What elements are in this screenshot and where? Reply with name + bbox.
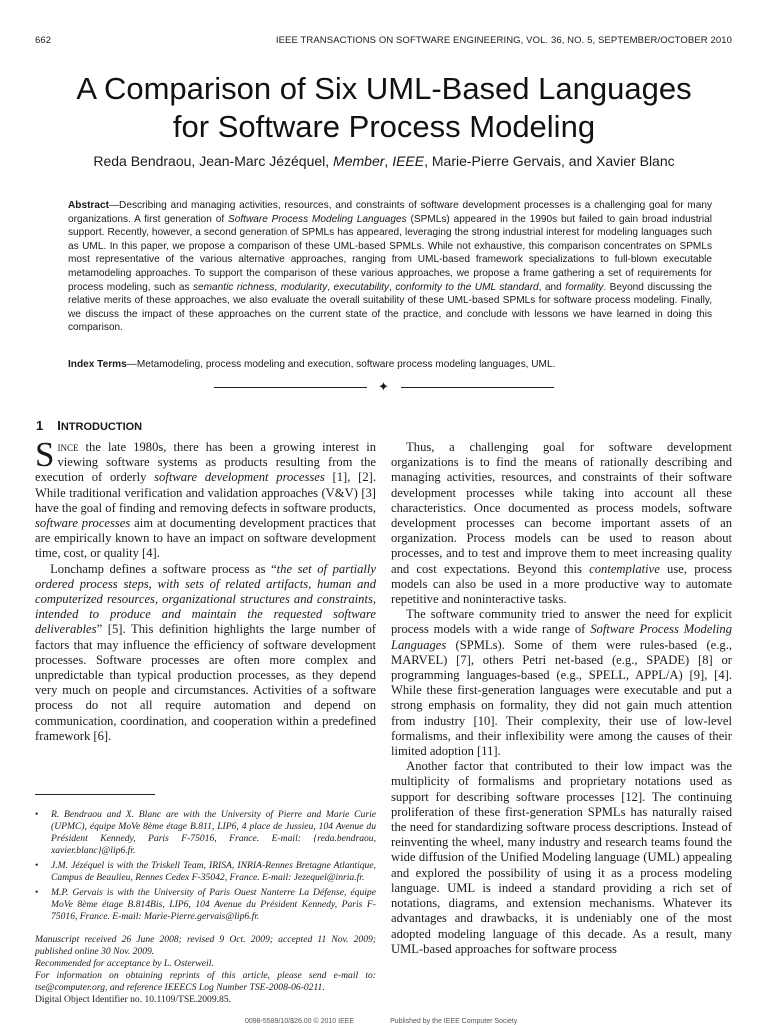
title-line-2: for Software Process Modeling bbox=[172, 109, 596, 144]
bullet-icon: • bbox=[35, 887, 39, 898]
body-text: Thus, a challenging goal for software development organizations is to find the means of rationally describing and managing activities, resources, and constraints of their software development processes while taking into account all these characteristics. Once documented as process models, software development processes can become important assets of an organization. Process models can be used to reason about processes, and to test and improve them to meet increasing quality and cost expectations. Beyond this bbox=[391, 440, 732, 576]
paragraph: Another factor that contributed to their low impact was the multiplicity of formalisms and proprietary notations used as support for describing software processes [12]. The continuing proliferation of these first-generation SPMLs has naturally raised the need for standardizing software process descriptions. Instead of reinventing the wheel, many industry and research teams found the wide diffusion of the Unified Modeling language (UML) appealing and explored the possibility of using it as a process modeling language. UML is indeed a standard providing a rich set of notations, diagrams, and extension mechanisms. Whatever its advantages and drawbacks, it is undeniably one of the most adopted modeling language of this decade. As a result, many UML-based approaches for software process bbox=[391, 759, 732, 956]
affiliation-footnotes bbox=[35, 809, 376, 926]
section-divider bbox=[214, 381, 554, 395]
body-text: use, process models can also be used in a more productive way to automate repetitive and noninteractive tasks. bbox=[391, 561, 732, 607]
body-emphasis: contemplative bbox=[589, 561, 660, 576]
abstract-emphasis: formality bbox=[565, 281, 604, 293]
body-emphasis: the set of partially ordered process steps, with sets of related artifacts, human and computerized resources, organizational structures and constraints, intended to produce and maintain the requested software deliverables bbox=[35, 561, 376, 637]
paragraph bbox=[35, 435, 377, 562]
body-text: The software community tried to answer the need for explicit process models with a wide range of bbox=[391, 607, 732, 637]
abstract-label: Abstract bbox=[68, 200, 109, 211]
journal-name: IEEE TRANSACTIONS ON SOFTWARE ENGINEERING, VOL. 36, NO. 5, SEPTEMBER/OCTOBER 2010 bbox=[275, 35, 732, 46]
paper-title bbox=[20, 70, 748, 146]
abstract-text: , bbox=[389, 281, 396, 293]
drop-cap: S bbox=[35, 435, 55, 474]
abstract-text: (SPMLs) appeared in the 1990s but failed to gain broad industrial support. Recently, however, a second generation of SPMLs has appeared, leveraging the strong industrial interest for modeling languages such as UML. In this paper, we propose a comparison of these UML-based SPMLs. While not exhaustive, this comparison concentrates on SPMLs most representative of the various alternative approaches, ranging from UML-based framework specializations to full-blown executable metamodeling approaches. To support the comparison of these various approaches, we propose a frame gathering a set of requirements for process modeling, such as bbox=[68, 213, 712, 293]
received-note: Manuscript received 26 June 2008; revised 9 Oct. 2009; accepted 11 Nov. 2009; published online 30 Nov. 2009. bbox=[35, 934, 376, 957]
right-column bbox=[391, 440, 732, 957]
index-terms bbox=[68, 358, 712, 372]
body-emphasis: software processes bbox=[35, 516, 131, 531]
author-list bbox=[20, 153, 748, 169]
divider-diamond-icon: ✦ bbox=[378, 379, 389, 394]
abstract-text: —Describing and managing activities, resources, and constraints of software development processes is a challenging goal for many organizations. A first generation of bbox=[68, 200, 712, 225]
abstract-emphasis: Software Process Modeling Languages bbox=[228, 213, 407, 225]
left-column bbox=[35, 435, 377, 744]
footnote-text: R. Bendraou and X. Blanc are with the University of Pierre and Marie Curie (UPMC), équipe MoVe 8ème étage B.811, LIP6, 4 place de Jussieu, 104 Avenue du Président Kennedy, Paris F-75016, France. E-mail: {reda.bendraou, xavier.blanc}@lip6.fr. bbox=[51, 809, 376, 856]
divider-line-left bbox=[214, 387, 367, 388]
abstract-text: , and bbox=[538, 281, 566, 293]
body-text: [1], [2]. While traditional verification and validation approaches (V&V) [3] have the goal of finding and removing defects in software products, bbox=[35, 470, 377, 515]
body-text: (SPMLs). Some of them were rules-based (e.g., MARVEL) [7], others Petri net-based (e.g., SPADE) [8] or programming languages-based (e.g., SPELL, APPL/A) [9], [4]. While these first-generation languages were executable and put a strong emphasis on formality, they did not gain much attention from industry [10]. Their complexity, their use of low-level formalisms, and their inflexibility were among the causes of their limited adoption [11]. bbox=[391, 637, 732, 759]
footnote-text: J.M. Jézéquel is with the Triskell Team, IRISA, INRIA-Rennes Bretagne Atlantique, Campus de Beaulieu, Rennes Cedex F-35042, France. E-mail: Jezequel@inria.fr. bbox=[51, 860, 376, 883]
body-emphasis: software development processes bbox=[154, 470, 325, 485]
bullet-icon: • bbox=[35, 860, 39, 871]
reprint-note: For information on obtaining reprints of this article, please send e-mail to: tse@computer.org, and reference IEEECS Log Number TSE-2008-06-0211. bbox=[35, 970, 376, 993]
body-text: aim at documenting development practices that are empirically known to have an impact on software development time, cost, or quality [4]. bbox=[35, 516, 376, 561]
section-initial: I bbox=[57, 418, 61, 433]
manuscript-notes bbox=[35, 934, 376, 1006]
abstract-text: , bbox=[327, 281, 334, 293]
index-terms-text: —Metamodeling, process modeling and execution, software process modeling languages, UML. bbox=[126, 359, 556, 370]
page-number: 662 bbox=[35, 35, 52, 46]
publisher-text: Published by the IEEE Computer Society bbox=[390, 1018, 518, 1025]
footnote-item bbox=[35, 809, 376, 857]
abstract-text: . Beyond discussing the relative merits of these approaches, we also evaluate the overall suitability of these UML-based SPMLs for software process modeling. Finally, we discuss the impact of these approaches on the current state of the practice, and conclude with lessons we have learned in doing this comparison. bbox=[68, 281, 713, 334]
footnote-rule bbox=[35, 794, 155, 795]
abstract-emphasis: conformity to the UML standard bbox=[395, 281, 539, 293]
recommended-note: Recommended for acceptance by L. Osterweil. bbox=[35, 958, 214, 969]
body-emphasis: Software Process Modeling Languages bbox=[391, 622, 732, 652]
footnote-item bbox=[35, 887, 376, 923]
copyright-text: 0098-5589/10/$26.00 © 2010 IEEE bbox=[245, 1018, 355, 1025]
title-line-1: A Comparison of Six UML-Based Languages bbox=[76, 71, 692, 106]
footnote-item bbox=[35, 860, 376, 884]
index-terms-label: Index Terms bbox=[68, 359, 127, 370]
paragraph bbox=[391, 440, 732, 607]
section-heading bbox=[36, 418, 142, 433]
small-caps-word: ince bbox=[57, 440, 79, 454]
paragraph bbox=[35, 562, 376, 744]
section-title-rest: NTRODUCTION bbox=[60, 421, 143, 433]
abstract-text: , bbox=[274, 281, 281, 293]
divider-line-right bbox=[401, 387, 554, 388]
authors-comma: , bbox=[384, 153, 393, 169]
ieee-label: IEEE bbox=[392, 153, 425, 169]
body-text: the late 1980s, there has been a growing interest in viewing software systems as products resulting from the execution of orderly bbox=[35, 440, 376, 485]
paragraph bbox=[391, 607, 732, 759]
body-text: ” [5]. This definition highlights the large number of factors that may influence the efficiency of software development processes. Software processes are often more complex and unpredictable than typical production processes, as they depend very much on people and circumstances. Activities of a software process do not all require automation and depend on communication, coordination, and cooperation within a predefined framework [6]. bbox=[35, 622, 376, 743]
abstract-emphasis: modularity bbox=[280, 281, 328, 293]
section-number: 1 bbox=[36, 418, 44, 433]
doi-note: Digital Object Identifier no. 10.1109/TSE.2009.85. bbox=[35, 994, 232, 1005]
authors-part-1: Reda Bendraou, Jean-Marc Jézéquel, bbox=[93, 153, 334, 169]
running-header bbox=[35, 35, 732, 49]
abstract-emphasis: semantic richness bbox=[192, 281, 275, 293]
footnote-text: M.P. Gervais is with the University of Paris Ouest Nanterre La Défense, équipe MoVe 8ème étage B.814Bis, LIP6, 104 Avenue du Président Kennedy, Paris F-75016, France. E-mail: Marie-Pierre.gervais@lip6.fr. bbox=[51, 887, 376, 922]
abstract-emphasis: executability bbox=[333, 281, 390, 293]
abstract bbox=[68, 199, 712, 335]
member-label: Member bbox=[333, 153, 385, 169]
body-text: Lonchamp defines a software process as “ bbox=[50, 561, 277, 576]
authors-part-2: , Marie-Pierre Gervais, and Xavier Blanc bbox=[424, 153, 675, 169]
bullet-icon: • bbox=[35, 809, 39, 820]
